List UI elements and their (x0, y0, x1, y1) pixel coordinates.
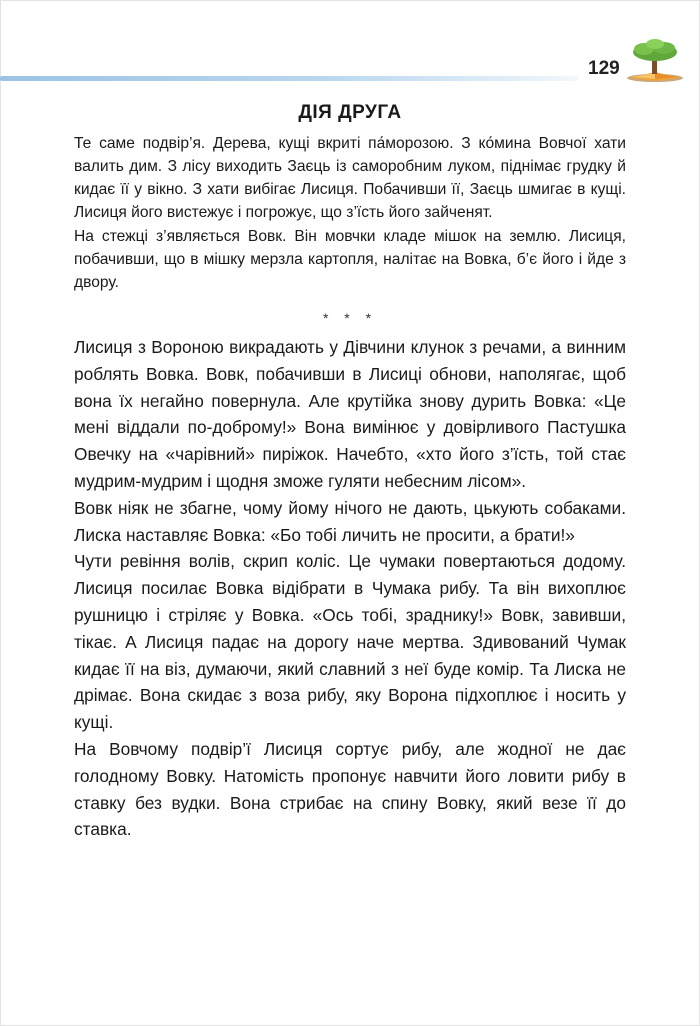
page-number: 129 (588, 58, 620, 79)
summary-paragraph-3: Чути ревіння волів, скрип коліс. Це чумаки повертаються додому. Лисиця посилає Вовка відібрати в Чумака рибу. Та він вихоплює рушницю і стріляє у Вовка. «Ось тобі, зраднику!» Вовк, завивши, тікає. А Лисиця падає на дорогу наче мертва. Здивований Чумак кидає її на віз, думаючи, який славний з неї буде комір. Та Лиска не дрімає. Вона скидає з воза рибу, яку Ворона підхоплює і носить у кущі. (74, 551, 626, 733)
stage-direction-1: Те саме подвір’я. Дерева, кущі вкриті па́морозою. З ко́мина Вовчої хати валить дим. З лісу виходить Заєць із саморобним луком, піднімає грудку й кидає її у вікно. З хати вибігає Лисиця. Побачивши її, Заєць шмигає в кущі. Лисиця його вистежує і погрожує, що з’їсть його зайченят. (74, 135, 626, 221)
tree-book-icon (624, 38, 686, 82)
summary-paragraph-2: Вовк ніяк не збагне, чому йому нічого не дають, цькують собаками. Лиска наставляє Вовка: «Бо тобі личить не просити, а брати!» (74, 497, 626, 545)
section-separator: * * * (322, 310, 378, 326)
summary-paragraph-1: Лисиця з Вороною викрадають у Дівчини клунок з речами, а винним роблять Вовка. Вовк, побачивши в Лисиці обнови, наполягає, щоб вона їх негайно повернула. Але крутійка знову дурить Вовка: «Це мені віддали по-доброму!» Вона вимінює у довірливого Пастушка Овечку на «чарівний» пиріжок. Начебто, «хто його з’їсть, той стає мудрим-мудрим і щодня зможе гуляти небесним лісом». (74, 337, 626, 491)
stage-direction-2: На стежці з’являється Вовк. Він мовчки кладе мішок на землю. Лисиця, побачивши, що в мішку мерзла картопля, налітає на Вовка, б’є його і йде з двору. (74, 228, 626, 291)
page-content (74, 100, 626, 843)
act-title: ДІЯ ДРУГА (298, 102, 402, 123)
summary-paragraph-4: На Вовчому подвір’ї Лисиця сортує рибу, але жодної не дає голодному Вовку. Натомість пропонує навчити його ловити рибу в ставку без вудки. Вона стрибає на спину Вовку, який везе її до ставка. (74, 738, 626, 840)
header-rule (0, 76, 578, 81)
